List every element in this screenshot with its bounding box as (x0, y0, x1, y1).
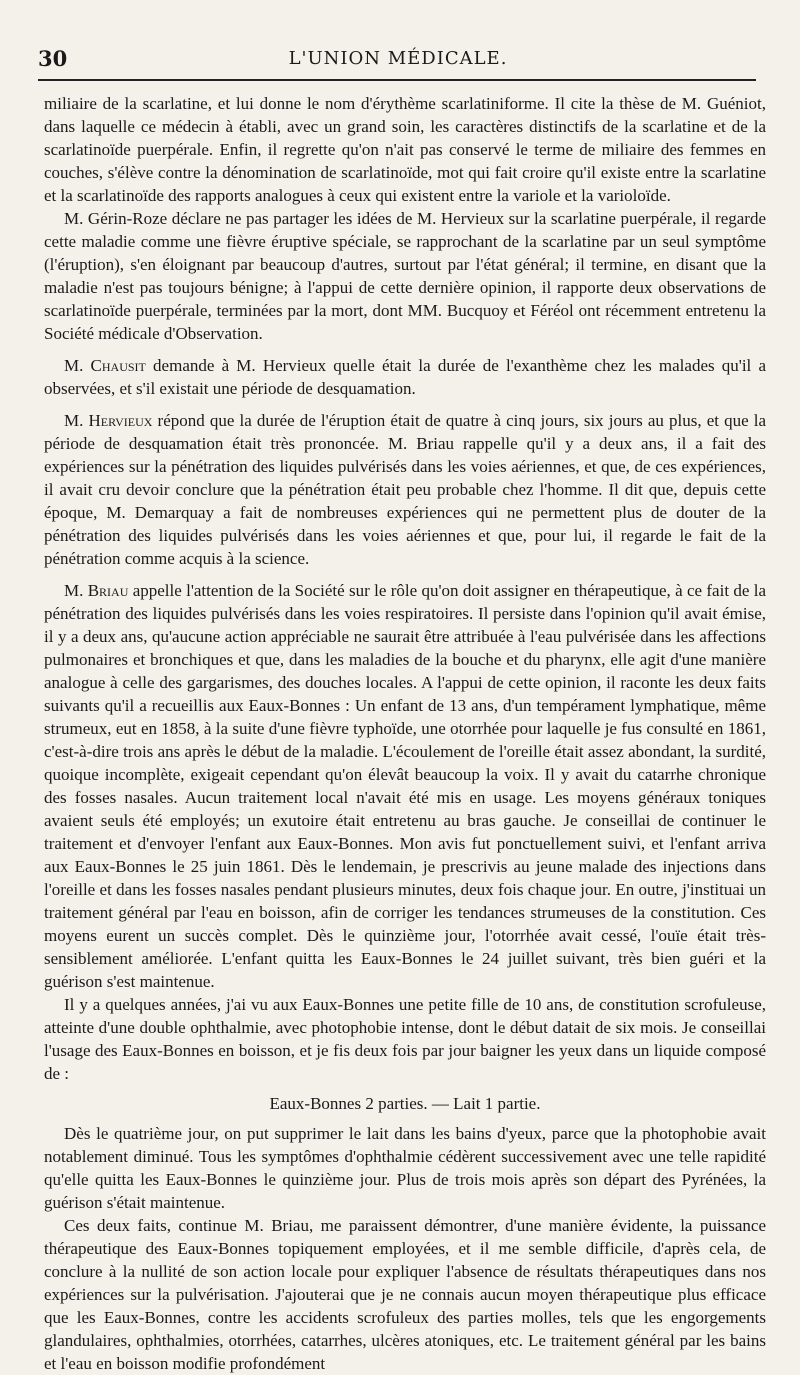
paragraph-8: Ces deux faits, continue M. Briau, me paraissent démontrer, d'une manière évidente, la puissance thérapeutique des Eaux-Bonnes topiquement employées, et il me semble difficile, d'après cela, de conclure à la nullité de son action locale pour expliquer l'absence de résultats thérapeutiques dans nos expériences sur la pulvérisation. J'ajouterai que je ne connais aucun moyen thérapeutique plus efficace que les Eaux-Bonnes, contre les accidents scrofuleux des parties molles, tels que les engorgements glandulaires, ophthalmies, otorrhées, catarrhes, ulcères atoniques, etc. Le traitement général par les bains et l'eau en boisson modifie profondément (44, 1216, 766, 1373)
paragraph-text: demande à M. Hervieux quelle était la durée de l'exanthème chez les malades qu'il a observées, et s'il existait une période de desquamation. (44, 356, 766, 398)
paragraph-4 (44, 409, 766, 570)
paragraph-5 (44, 579, 766, 993)
article-body (44, 92, 766, 1375)
paragraph-1: miliaire de la scarlatine, et lui donne le nom d'érythème scarlatiniforme. Il cite la thèse de M. Guéniot, dans laquelle ce médecin à établi, avec un grand soin, les caractères distinctifs de la scarlatine et de la scarlatinoïde puerpérale. Enfin, il regrette qu'on n'ait pas conservé le terme de miliaire des femmes en couches, s'élève contre la dénomination de scarlatinoïde, mot qui fait croire qu'il existe entre la scarlatine et la scarlatinoïde des rapports analogues à ceux qui existent entre la variole et la varioloïde. (44, 94, 766, 205)
speaker-name: M. Chausit (64, 356, 146, 375)
speaker-name: M. Hervieux (64, 411, 153, 430)
paragraph-3 (44, 354, 766, 400)
page-header (38, 46, 758, 76)
paragraph-text: répond que la durée de l'éruption était de quatre à cinq jours, six jours au plus, et que la période de desquamation était très prononcée. M. Briau rappelle qu'il y a deux ans, il a fait des expériences sur la pénétration des liquides pulvérisés dans les voies aériennes, et que, de ces expériences, il avait cru devoir conclure que la pénétration était peu probable chez l'homme. Il dit que, depuis cette époque, M. Demarquay a fait de nombreuses expériences qui ne permettent plus de douter de la pénétration des liquides pulvérisés dans les voies aériennes et que, pour lui, il regarde le fait de la pénétration comme acquis à la science. (44, 411, 766, 568)
paragraph-2: M. Gérin-Roze déclare ne pas partager les idées de M. Hervieux sur la scarlatine puerpérale, il regarde cette maladie comme une fièvre éruptive spéciale, se rapprochant de la scarlatine par un seul symptôme (l'éruption), s'en éloignant par beaucoup d'autres, surtout par l'état général; il termine, en disant que la maladie n'est pas toujours bénigne; à l'appui de cette dernière opinion, il rapporte deux observations de scarlatinoïde puerpérale, terminées par la mort, dont MM. Bucquoy et Féréol ont récemment entretenu la Société médicale d'Observation. (44, 209, 766, 343)
paragraph-7: Dès le quatrième jour, on put supprimer le lait dans les bains d'yeux, parce que la photophobie avait notablement diminué. Tous les symptômes d'ophthalmie cédèrent successivement avec une telle rapidité qu'elle quitta les Eaux-Bonnes le quinzième jour. Plus de trois mois après son départ des Pyrénées, la guérison s'était maintenue. (44, 1124, 766, 1212)
running-title: L'UNION MÉDICALE. (288, 48, 508, 69)
paragraph-6: Il y a quelques années, j'ai vu aux Eaux-Bonnes une petite fille de 10 ans, de constitution scrofuleuse, atteinte d'une double ophthalmie, avec photophobie intense, dont le début datait de six mois. Je conseillai l'usage des Eaux-Bonnes en boisson, et je fis deux fois par jour baigner les yeux dans un liquide composé de : (44, 995, 766, 1083)
header-rule (38, 79, 756, 81)
formula-line: Eaux-Bonnes 2 parties. — Lait 1 partie. (269, 1094, 541, 1113)
page-number: 30 (38, 46, 68, 71)
speaker-name: M. Briau (64, 581, 129, 600)
paragraph-text: appelle l'attention de la Société sur le rôle qu'on doit assigner en thérapeutique, à ce fait de la pénétration des liquides pulvérisés dans les voies respiratoires. Il persiste dans l'opinion qu'il avait émise, il y a deux ans, qu'aucune action appréciable ne saurait être attribuée à l'eau pulvérisée dans les affections pulmonaires et bronchiques et que, dans les maladies de la bouche et du pharynx, elle agit d'une manière analogue à celle des gargarismes, des douches locales. A l'appui de cette opinion, il raconte les deux faits suivants qu'il a recueillis aux Eaux-Bonnes : Un enfant de 13 ans, d'un tempérament lymphatique, même strumeux, eut en 1858, à la suite d'une fièvre typhoïde, une otorrhée pour laquelle je fus consulté en 1861, c'est-à-dire trois ans après le début de la maladie. L'écoulement de l'oreille était assez abondant, la surdité, quoique incomplète, exigeait cependant qu'on élevât beaucoup la voix. Il y avait du catarrhe chronique des fosses nasales. Aucun traitement local n'avait été mis en usage. Les moyens généraux toniques avaient seuls été employés; un exutoire était entretenu au bras gauche. Je conseillai de continuer le traitement et d'envoyer l'enfant aux Eaux-Bonnes. Mon avis fut ponctuellement suivi, et l'enfant arriva aux Eaux-Bonnes le 25 juin 1861. Dès le lendemain, je prescrivis au jeune malade des injections dans l'oreille et dans les fosses nasales pendant plusieurs minutes, deux fois chaque jour. En outre, j'instituai un traitement général par l'eau en boisson, afin de corriger les tendances strumeuses de la constitution. Ces moyens eurent un succès complet. Dès le quinzième jour, l'otorrhée avait cessé, l'ouïe était très-sensiblement améliorée. L'enfant quitta les Eaux-Bonnes le 24 juillet suivant, très bien guéri et la guérison s'est maintenue. (44, 581, 766, 991)
